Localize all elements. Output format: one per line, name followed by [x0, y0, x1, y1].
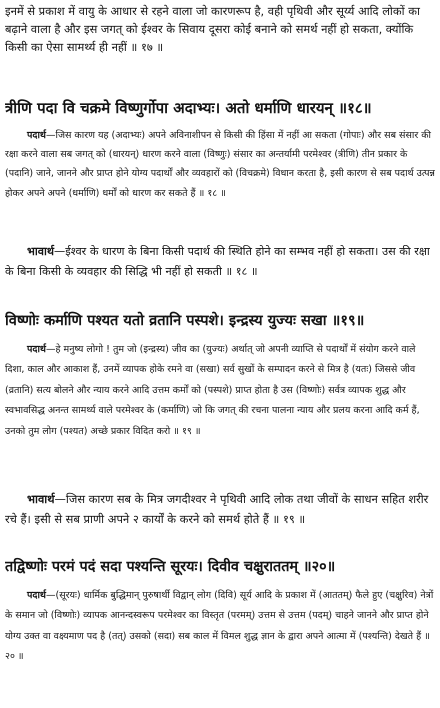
padartha-text: —हे मनुष्य लोगो ! तुम जो (इन्द्रस्य) जीव का (युज्यः) अर्थात् जो अपनी व्याप्ति से पदार्थों में संयोग करने वाले दिशा, काल और आकाश हैं, उनमें व्यापक होके रमने वा (सखा) सर्व सुखों के सम्पादन करने से मित्र है (यतः) जिससे जीव (व्रतानि) सत्य बोलने और न्याय करने आदि उत्तम कर्मों को (पस्पशे) प्राप्त होता है उस (विष्णोः) सर्वत्र व्यापक शुद्ध और स्वभावसिद्ध अनन्त सामर्थ्य वाले परमेश्वर के (कर्माणि) जो कि जगत् की रचना पालना न्याय और प्रलय करना आदि कर्म हैं, उनको तुम लोग (पश्यत) अच्छे प्रकार विदित करो ॥ १९ ॥	[5, 344, 420, 437]
mantra-18-padartha	[5, 126, 436, 242]
mantra-17-commentary-end	[5, 2, 436, 94]
mantra-18-verse: त्रीणि पदा वि चक्रमे विष्णुर्गोपा अदाभ्यः। अतो धर्माणि धारयन् ॥१८॥	[5, 99, 372, 117]
padartha-text: —(सूरयः) धार्मिक बुद्धिमान् पुरुषार्थी विद्वान् लोग (दिवि) सूर्य आदि के प्रकाश में (आततम्) फैले हुए (चक्षुरिव) नेत्रों के समान जो (विष्णोः) व्यापक आनन्दस्वरूप परमेश्वर का विस्तृत (परमम्) उत्तम से उत्तम (पदम्) चाहने जानने और प्राप्त होने योग्य उक्त वा वक्ष्यमाण पद है (तत्) उसको (सदा) सब काल में विमल शुद्ध ज्ञान के द्वारा अपने आत्मा में (पश्यन्ति) देखते हैं ॥ २० ॥	[5, 590, 434, 663]
mantra-19-padartha	[5, 340, 436, 488]
padartha-label: पदार्थ	[27, 590, 46, 601]
mantra-19-verse: विष्णोः कर्माणि पश्यत यतो व्रतानि पस्पशे। इन्द्रस्य युज्यः सखा ॥१९॥	[5, 312, 365, 329]
bhavartha-text: —जिस कारण सब के मित्र जगदीश्वर ने पृथिवी आदि लोक तथा जीवों के साधन सहित शरीर रचे हैं। इसी से सब प्राणी अपने २ कार्यों के करने को समर्थ होते हैं ॥ १९ ॥	[5, 492, 429, 526]
padartha-label: पदार्थ	[27, 130, 46, 141]
bhavartha-label: भावार्थ	[27, 492, 55, 506]
padartha-text: —जिस कारण यह (अदाभ्यः) अपने अविनाशीपन से किसी की हिंसा में नहीं आ सकता (गोपाः) और सब संसार की रक्षा करने वाला सब जगत् को (धारयन्) धारण करने वाला (विष्णुः) संसार का अन्तर्यामी परमेश्वर (त्रीणि) तीन प्रकार के (पदानि) जाने, जानने और प्राप्त होने योग्य पदार्थों और व्यवहारों को (विचक्रमे) विधान करता है, इसी कारण से सब पदार्थ उत्पन्न होकर अपने अपने (धर्माणि) धर्मों को धारण कर सकते हैं ॥ १८ ॥	[5, 130, 435, 199]
mantra-18-bhavartha	[5, 242, 436, 302]
mantra-20-verse: तद्विष्णोः परमं पदं सदा पश्यन्ति सूरयः। दिवीव चक्षुराततम् ॥२०॥	[5, 559, 336, 575]
padartha-label: पदार्थ	[27, 344, 46, 355]
bhavartha-label: भावार्थ	[27, 245, 55, 258]
paragraph-text: इनमें से प्रकाश में वायु के आधार से रहने वाला जो कारणरूप है, वही पृथिवी और सूर्य्य आदि लोकों का बढ़ाने वाला है और इस जगत् को ईश्वर के सिवाय दूसरा कोई बनाने को समर्थ नहीं हो सकता, क्योंकि किसी का ऐसा सामर्थ्य ही नहीं ॥ १७ ॥	[5, 4, 420, 54]
bhavartha-text: —ईश्वर के धारण के बिना किसी पदार्थ की स्थिति होने का सम्भव नहीं हो सकता। उस की रक्षा के बिना किसी के व्यवहार की सिद्धि भी नहीं हो सकती ॥ १८ ॥	[5, 245, 430, 278]
mantra-20-padartha	[5, 586, 436, 706]
mantra-19-bhavartha	[5, 490, 436, 550]
